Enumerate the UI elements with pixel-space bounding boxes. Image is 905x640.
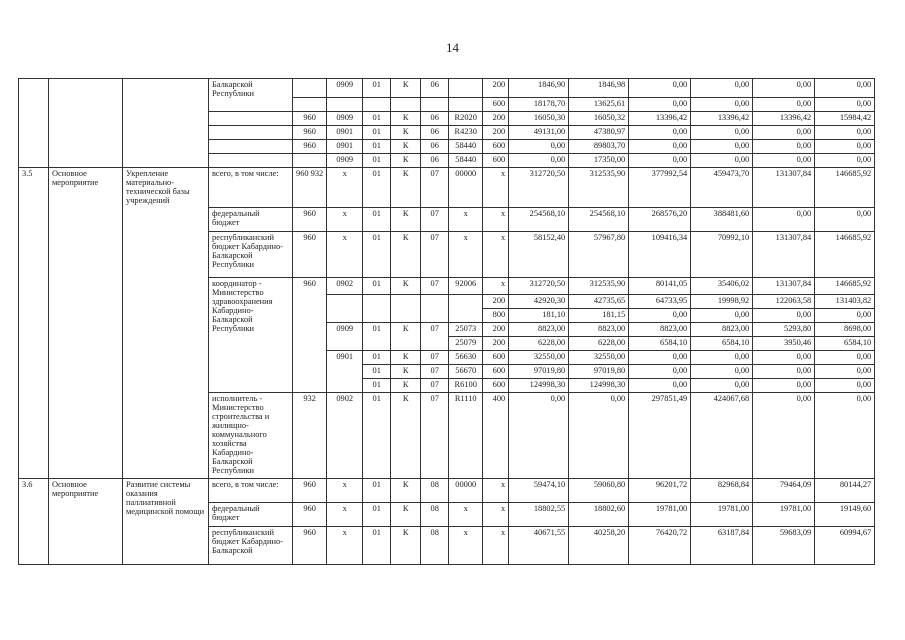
cell-dir: x bbox=[449, 208, 483, 232]
cell-v4: 63187,84 bbox=[691, 527, 753, 565]
cell-v2: 57967,80 bbox=[569, 232, 629, 278]
cell-rz: x bbox=[327, 208, 363, 232]
cell-k: К bbox=[391, 379, 421, 393]
cell-v5: 122063,58 bbox=[753, 295, 815, 309]
cell-exec: Балкарской Республики bbox=[209, 79, 293, 112]
cell-v1: 97019,80 bbox=[509, 365, 569, 379]
cell-exec: республиканский бюджет Кабардино-Балкарской Республики bbox=[209, 232, 293, 278]
cell-v6: 0,00 bbox=[815, 79, 875, 98]
cell-v6: 0,00 bbox=[815, 365, 875, 379]
cell-rz: x bbox=[327, 232, 363, 278]
cell-exec: координатор - Министерство здравоохранения Кабардино-Балкарской Республики bbox=[209, 278, 293, 393]
cell-ms: 08 bbox=[421, 479, 449, 503]
cell-dir: 25079 bbox=[449, 337, 483, 351]
budget-table bbox=[18, 78, 875, 565]
cell-ms: 07 bbox=[421, 393, 449, 479]
cell-pr: 01 bbox=[363, 278, 391, 295]
cell-dir bbox=[449, 295, 483, 323]
cell-v5: 0,00 bbox=[753, 379, 815, 393]
cell-k: К bbox=[391, 527, 421, 565]
cell-v1: 124998,30 bbox=[509, 379, 569, 393]
cell-v2: 97019,80 bbox=[569, 365, 629, 379]
cell-dir bbox=[449, 98, 483, 112]
cell-type: Основное мероприятие bbox=[49, 168, 123, 479]
cell-v2: 47380,97 bbox=[569, 126, 629, 140]
cell-v2: 312535,90 bbox=[569, 278, 629, 295]
cell-v2: 181,15 bbox=[569, 309, 629, 323]
cell-vr: 600 bbox=[483, 365, 509, 379]
cell-v6: 0,00 bbox=[815, 140, 875, 154]
cell-pr: 01 bbox=[363, 79, 391, 98]
cell-pr: 01 bbox=[363, 479, 391, 503]
cell-v6: 80144,27 bbox=[815, 479, 875, 503]
cell-vr: 200 bbox=[483, 112, 509, 126]
cell-v3: 0,00 bbox=[629, 126, 691, 140]
cell-v6: 0,00 bbox=[815, 154, 875, 168]
cell-v3: 76420,72 bbox=[629, 527, 691, 565]
cell-v5: 0,00 bbox=[753, 309, 815, 323]
cell-ms: 07 bbox=[421, 232, 449, 278]
cell-k: К bbox=[391, 112, 421, 126]
cell-k: К bbox=[391, 479, 421, 503]
cell-grbs: 960 bbox=[293, 503, 327, 527]
cell-vr: 600 bbox=[483, 154, 509, 168]
cell-k bbox=[391, 98, 421, 112]
cell-k: К bbox=[391, 126, 421, 140]
cell-vr: x bbox=[483, 278, 509, 295]
cell-ms: 06 bbox=[421, 126, 449, 140]
cell-v1: 40671,55 bbox=[509, 527, 569, 565]
cell-v5: 0,00 bbox=[753, 79, 815, 98]
cell-v5: 0,00 bbox=[753, 154, 815, 168]
cell-v3: 6584,10 bbox=[629, 337, 691, 351]
cell-v1: 18802,55 bbox=[509, 503, 569, 527]
cell-v5: 0,00 bbox=[753, 365, 815, 379]
cell-rz: 0909 bbox=[327, 154, 363, 168]
cell-v4: 82968,84 bbox=[691, 479, 753, 503]
cell-exec bbox=[209, 126, 293, 140]
cell-dir: 25073 bbox=[449, 323, 483, 337]
cell-v2: 6228,00 bbox=[569, 337, 629, 351]
cell-ms: 08 bbox=[421, 503, 449, 527]
cell-v5: 59683,09 bbox=[753, 527, 815, 565]
cell-k: К bbox=[391, 154, 421, 168]
cell-v4: 0,00 bbox=[691, 309, 753, 323]
cell-v2: 254568,10 bbox=[569, 208, 629, 232]
cell-ms: 07 bbox=[421, 351, 449, 365]
cell-v6: 15984,42 bbox=[815, 112, 875, 126]
cell-pr: 01 bbox=[363, 393, 391, 479]
cell-vr: 600 bbox=[483, 379, 509, 393]
cell-v4: 13396,42 bbox=[691, 112, 753, 126]
cell-pr: 01 bbox=[363, 232, 391, 278]
cell-ms: 07 bbox=[421, 323, 449, 351]
cell-v1: 58152,40 bbox=[509, 232, 569, 278]
cell-v3: 0,00 bbox=[629, 309, 691, 323]
cell-pr: 01 bbox=[363, 323, 391, 351]
cell-rz: 0901 bbox=[327, 140, 363, 154]
cell-pr: 01 bbox=[363, 351, 391, 365]
cell-v4: 70992,10 bbox=[691, 232, 753, 278]
cell-k: К bbox=[391, 208, 421, 232]
cell-no: 3.6 bbox=[19, 479, 49, 565]
cell-v5: 131307,84 bbox=[753, 278, 815, 295]
cell-k: К bbox=[391, 393, 421, 479]
cell-v4: 0,00 bbox=[691, 351, 753, 365]
cell-vr: 200 bbox=[483, 337, 509, 351]
cell-v5: 19781,00 bbox=[753, 503, 815, 527]
cell-v6: 60994,67 bbox=[815, 527, 875, 565]
cell-ms: 06 bbox=[421, 112, 449, 126]
cell-pr: 01 bbox=[363, 527, 391, 565]
cell-v1: 181,10 bbox=[509, 309, 569, 323]
cell-k: К bbox=[391, 168, 421, 208]
cell-exec bbox=[209, 140, 293, 154]
cell-v2: 13625,61 bbox=[569, 98, 629, 112]
cell-v4: 6584,10 bbox=[691, 337, 753, 351]
cell-vr: 400 bbox=[483, 393, 509, 479]
cell-rz bbox=[327, 98, 363, 112]
cell-pr: 01 bbox=[363, 154, 391, 168]
cell-pr: 01 bbox=[363, 503, 391, 527]
cell-v1: 18178,70 bbox=[509, 98, 569, 112]
cell-dir: R6100 bbox=[449, 379, 483, 393]
cell-dir: 56630 bbox=[449, 351, 483, 365]
cell-v2: 8823,00 bbox=[569, 323, 629, 337]
cell-v3: 96201,72 bbox=[629, 479, 691, 503]
cell-rz bbox=[327, 295, 363, 323]
cell-vr: 200 bbox=[483, 126, 509, 140]
cell-v3: 0,00 bbox=[629, 351, 691, 365]
cell-exec: всего, в том числе: bbox=[209, 479, 293, 503]
cell-v3: 377992,54 bbox=[629, 168, 691, 208]
table-row bbox=[19, 79, 875, 98]
page-number: 14 bbox=[446, 40, 459, 55]
cell-ms: 07 bbox=[421, 365, 449, 379]
cell-v1: 49131,00 bbox=[509, 126, 569, 140]
cell-v1: 312720,50 bbox=[509, 168, 569, 208]
cell-v4: 0,00 bbox=[691, 365, 753, 379]
cell-k: К bbox=[391, 140, 421, 154]
cell-ms: 08 bbox=[421, 527, 449, 565]
cell-v4: 19998,92 bbox=[691, 295, 753, 309]
cell-exec bbox=[209, 112, 293, 126]
cell-exec: федеральный бюджет bbox=[209, 503, 293, 527]
cell-k: К bbox=[391, 278, 421, 295]
cell-rz: 0902 bbox=[327, 278, 363, 295]
cell-v6: 0,00 bbox=[815, 309, 875, 323]
cell-k bbox=[391, 295, 421, 323]
cell-v5: 131307,84 bbox=[753, 168, 815, 208]
cell-v5: 79464,09 bbox=[753, 479, 815, 503]
cell-pr bbox=[363, 295, 391, 323]
cell-pr bbox=[363, 98, 391, 112]
cell-v4: 388481,60 bbox=[691, 208, 753, 232]
cell-k: К bbox=[391, 232, 421, 278]
cell-ms: 06 bbox=[421, 154, 449, 168]
cell-v1: 254568,10 bbox=[509, 208, 569, 232]
cell-vr: x bbox=[483, 208, 509, 232]
cell-ms: 06 bbox=[421, 140, 449, 154]
cell-v1: 1846,90 bbox=[509, 79, 569, 98]
table-body bbox=[19, 79, 875, 565]
cell-v2: 1846,98 bbox=[569, 79, 629, 98]
cell-dir: 56670 bbox=[449, 365, 483, 379]
cell-rz: x bbox=[327, 527, 363, 565]
cell-v2: 59060,80 bbox=[569, 479, 629, 503]
cell-v6: 0,00 bbox=[815, 98, 875, 112]
cell-pr: 01 bbox=[363, 208, 391, 232]
cell-dir: 58440 bbox=[449, 154, 483, 168]
cell-v4: 459473,70 bbox=[691, 168, 753, 208]
cell-grbs: 960 bbox=[293, 527, 327, 565]
cell-exec: республиканский бюджет Кабардино-Балкарской bbox=[209, 527, 293, 565]
cell-grbs: 960 932 bbox=[293, 168, 327, 208]
cell-grbs bbox=[293, 79, 327, 98]
cell-dir: R2020 bbox=[449, 112, 483, 126]
cell-v1: 0,00 bbox=[509, 140, 569, 154]
cell-grbs: 960 bbox=[293, 112, 327, 126]
cell-vr: x bbox=[483, 232, 509, 278]
cell-dir: 00000 bbox=[449, 168, 483, 208]
cell-v4: 0,00 bbox=[691, 379, 753, 393]
cell-v6: 146685,92 bbox=[815, 232, 875, 278]
cell-v3: 80141,05 bbox=[629, 278, 691, 295]
cell-pr: 01 bbox=[363, 379, 391, 393]
cell-v6: 19149,60 bbox=[815, 503, 875, 527]
cell-v3: 19781,00 bbox=[629, 503, 691, 527]
cell-vr: x bbox=[483, 527, 509, 565]
cell-v5: 0,00 bbox=[753, 140, 815, 154]
cell-v4: 424067,68 bbox=[691, 393, 753, 479]
cell-v6: 146685,92 bbox=[815, 168, 875, 208]
cell-dir: x bbox=[449, 527, 483, 565]
cell-v6: 0,00 bbox=[815, 351, 875, 365]
cell-ms: 07 bbox=[421, 379, 449, 393]
cell-v3: 0,00 bbox=[629, 379, 691, 393]
cell-type: Основное мероприятие bbox=[49, 479, 123, 565]
cell-v2: 89803,70 bbox=[569, 140, 629, 154]
cell-v4: 0,00 bbox=[691, 98, 753, 112]
cell-exec bbox=[209, 154, 293, 168]
cell-pr: 01 bbox=[363, 140, 391, 154]
table-row bbox=[19, 168, 875, 208]
cell-v6: 146685,92 bbox=[815, 278, 875, 295]
cell-vr: 200 bbox=[483, 79, 509, 98]
cell-v3: 0,00 bbox=[629, 365, 691, 379]
cell-vr: 600 bbox=[483, 98, 509, 112]
cell-dir: x bbox=[449, 503, 483, 527]
cell-rz: 0902 bbox=[327, 393, 363, 479]
cell-grbs bbox=[293, 98, 327, 112]
cell-v2: 0,00 bbox=[569, 393, 629, 479]
cell-v3: 64733,95 bbox=[629, 295, 691, 309]
cell-grbs: 960 bbox=[293, 140, 327, 154]
cell-v3: 109416,34 bbox=[629, 232, 691, 278]
cell-dir: 92006 bbox=[449, 278, 483, 295]
cell-ms: 07 bbox=[421, 168, 449, 208]
cell-dir: 58440 bbox=[449, 140, 483, 154]
cell-vr: x bbox=[483, 168, 509, 208]
cell-v5: 0,00 bbox=[753, 393, 815, 479]
cell-v2: 40258,20 bbox=[569, 527, 629, 565]
cell-vr: 600 bbox=[483, 140, 509, 154]
cell-v1: 8823,00 bbox=[509, 323, 569, 337]
cell-no: 3.5 bbox=[19, 168, 49, 479]
cell-name bbox=[123, 79, 209, 168]
cell-rz: x bbox=[327, 503, 363, 527]
cell-v5: 0,00 bbox=[753, 351, 815, 365]
cell-v4: 0,00 bbox=[691, 126, 753, 140]
cell-v6: 8698,00 bbox=[815, 323, 875, 337]
cell-k: К bbox=[391, 351, 421, 365]
cell-ms: 07 bbox=[421, 278, 449, 295]
cell-v5: 0,00 bbox=[753, 98, 815, 112]
cell-vr: x bbox=[483, 479, 509, 503]
cell-rz: 0909 bbox=[327, 79, 363, 98]
cell-dir: R1110 bbox=[449, 393, 483, 479]
cell-k: К bbox=[391, 323, 421, 351]
cell-k: К bbox=[391, 79, 421, 98]
cell-dir bbox=[449, 79, 483, 98]
cell-grbs bbox=[293, 154, 327, 168]
cell-v2: 124998,30 bbox=[569, 379, 629, 393]
cell-v6: 6584,10 bbox=[815, 337, 875, 351]
cell-v3: 268576,20 bbox=[629, 208, 691, 232]
cell-grbs: 960 bbox=[293, 126, 327, 140]
cell-v1: 32550,00 bbox=[509, 351, 569, 365]
cell-grbs: 932 bbox=[293, 393, 327, 479]
cell-v2: 312535,90 bbox=[569, 168, 629, 208]
cell-ms: 07 bbox=[421, 208, 449, 232]
cell-vr: 200 bbox=[483, 295, 509, 309]
cell-v1: 16050,30 bbox=[509, 112, 569, 126]
cell-v5: 13396,42 bbox=[753, 112, 815, 126]
cell-v1: 59474,10 bbox=[509, 479, 569, 503]
cell-ms bbox=[421, 295, 449, 323]
cell-vr: 800 bbox=[483, 309, 509, 323]
cell-k: К bbox=[391, 503, 421, 527]
cell-v2: 42735,65 bbox=[569, 295, 629, 309]
cell-v4: 19781,00 bbox=[691, 503, 753, 527]
cell-rz: 0909 bbox=[327, 112, 363, 126]
cell-exec: исполнитель - Министерство строительства и жилищно-коммунального хозяйства Кабардино-Балкарской Республики bbox=[209, 393, 293, 479]
cell-v2: 32550,00 bbox=[569, 351, 629, 365]
cell-v5: 0,00 bbox=[753, 208, 815, 232]
cell-grbs: 960 bbox=[293, 278, 327, 393]
cell-v5: 5293,80 bbox=[753, 323, 815, 337]
cell-pr: 01 bbox=[363, 365, 391, 379]
cell-no bbox=[19, 79, 49, 168]
cell-exec: федеральный бюджет bbox=[209, 208, 293, 232]
cell-rz: 0901 bbox=[327, 351, 363, 393]
cell-v6: 0,00 bbox=[815, 379, 875, 393]
cell-rz: x bbox=[327, 168, 363, 208]
cell-v4: 0,00 bbox=[691, 79, 753, 98]
cell-v5: 0,00 bbox=[753, 126, 815, 140]
cell-rz: 0909 bbox=[327, 323, 363, 351]
cell-v2: 17350,00 bbox=[569, 154, 629, 168]
cell-ms bbox=[421, 98, 449, 112]
cell-v3: 0,00 bbox=[629, 98, 691, 112]
cell-pr: 01 bbox=[363, 112, 391, 126]
table-row bbox=[19, 479, 875, 503]
cell-grbs: 960 bbox=[293, 479, 327, 503]
cell-dir: x bbox=[449, 232, 483, 278]
cell-type bbox=[49, 79, 123, 168]
cell-v4: 35406,02 bbox=[691, 278, 753, 295]
cell-exec: всего, в том числе: bbox=[209, 168, 293, 208]
cell-v4: 8823,00 bbox=[691, 323, 753, 337]
cell-v3: 297851,49 bbox=[629, 393, 691, 479]
cell-v3: 8823,00 bbox=[629, 323, 691, 337]
cell-v3: 0,00 bbox=[629, 154, 691, 168]
cell-grbs: 960 bbox=[293, 232, 327, 278]
cell-v3: 0,00 bbox=[629, 140, 691, 154]
cell-v4: 0,00 bbox=[691, 140, 753, 154]
cell-dir: 00000 bbox=[449, 479, 483, 503]
cell-v6: 131403,82 bbox=[815, 295, 875, 309]
cell-v5: 3950,46 bbox=[753, 337, 815, 351]
cell-v5: 131307,84 bbox=[753, 232, 815, 278]
cell-pr: 01 bbox=[363, 126, 391, 140]
cell-pr: 01 bbox=[363, 168, 391, 208]
cell-v1: 0,00 bbox=[509, 393, 569, 479]
cell-grbs: 960 bbox=[293, 208, 327, 232]
cell-v3: 0,00 bbox=[629, 79, 691, 98]
cell-v4: 0,00 bbox=[691, 154, 753, 168]
cell-v1: 6228,00 bbox=[509, 337, 569, 351]
cell-rz: x bbox=[327, 479, 363, 503]
cell-ms: 06 bbox=[421, 79, 449, 98]
cell-vr: x bbox=[483, 503, 509, 527]
cell-v1: 42920,30 bbox=[509, 295, 569, 309]
cell-v3: 13396,42 bbox=[629, 112, 691, 126]
cell-v2: 16050,32 bbox=[569, 112, 629, 126]
cell-vr: 200 bbox=[483, 323, 509, 337]
cell-v6: 0,00 bbox=[815, 208, 875, 232]
cell-v6: 0,00 bbox=[815, 393, 875, 479]
cell-rz: 0901 bbox=[327, 126, 363, 140]
cell-v6: 0,00 bbox=[815, 126, 875, 140]
cell-v2: 18802,60 bbox=[569, 503, 629, 527]
cell-dir: R4230 bbox=[449, 126, 483, 140]
cell-vr: 600 bbox=[483, 351, 509, 365]
cell-name: Развитие системы оказания паллиативной медицинской помощи bbox=[123, 479, 209, 565]
cell-v1: 312720,50 bbox=[509, 278, 569, 295]
cell-k: К bbox=[391, 365, 421, 379]
cell-name: Укрепление материально-технической базы учреждений bbox=[123, 168, 209, 479]
cell-v1: 0,00 bbox=[509, 154, 569, 168]
